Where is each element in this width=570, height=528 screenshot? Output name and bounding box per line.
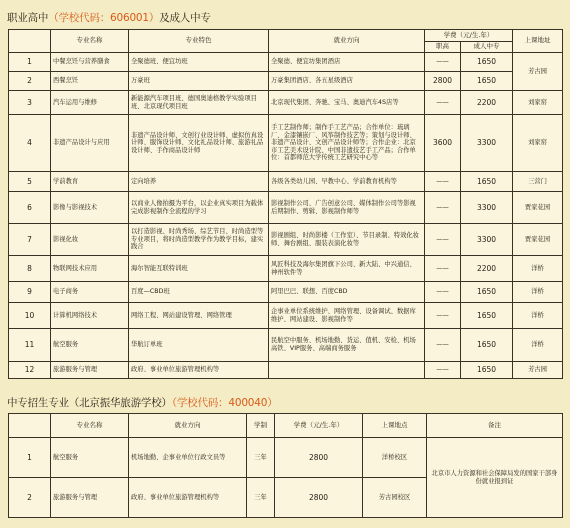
section2-title-prefix: 中专招生专业（北京振华旅游学校）: [7, 397, 172, 409]
row-number: 1: [9, 438, 51, 478]
program-feature: 定向培养: [129, 172, 269, 192]
header-feature: 专业特色: [129, 30, 269, 53]
employment-direction: 全聚德、便宜坊集团酒店: [269, 53, 425, 72]
table-row: [9, 72, 563, 91]
location: 洋桥: [513, 256, 563, 282]
header-employment: 就业方向: [129, 414, 247, 438]
fee-adult: 1650: [461, 172, 513, 192]
fee-adult: 1650: [461, 362, 513, 379]
program-feature: 以打造影视、时尚秀场、综艺节目、时尚造型等专业项目，将时尚造型教学作为教学目标，建实践合: [129, 224, 269, 256]
program-name: 中餐烹饪与营养膳食: [51, 53, 129, 72]
fee: 2800: [275, 478, 363, 518]
program-name: 旅游服务与管理: [51, 362, 129, 379]
location: 芳古园校区: [363, 478, 427, 518]
duration: 三年: [247, 478, 275, 518]
fee-vocational: ——: [425, 53, 461, 72]
table-header-row: [9, 414, 563, 438]
program-feature: 海尔智能互联特训班: [129, 256, 269, 282]
fee-adult: 1650: [461, 329, 513, 362]
row-number: 10: [9, 303, 51, 329]
program-feature: 政府、事业单位旅游管理机构等: [129, 362, 269, 379]
location: 洋桥: [513, 282, 563, 303]
location: 贾家花园: [513, 224, 563, 256]
row-number: 2: [9, 72, 51, 91]
fee-adult: 2200: [461, 256, 513, 282]
fee-vocational: ——: [425, 192, 461, 224]
location: 三营门: [513, 172, 563, 192]
employment-direction: 阿里巴巴、联想、百度CBD: [269, 282, 425, 303]
fee-vocational: ——: [425, 172, 461, 192]
program-name: 旅游服务与管理: [51, 478, 129, 518]
location: 刘家窑: [513, 91, 563, 115]
fee-vocational: ——: [425, 91, 461, 115]
table-row: [9, 91, 563, 115]
program-feature: 全聚德班、便宜坊班: [129, 53, 269, 72]
header-location: 上课地址: [513, 30, 563, 53]
employment-direction: 企事业单位系统维护、网络管理、设备调试、数据库维护、网站建设、影视制作等: [269, 303, 425, 329]
table-row: [9, 303, 563, 329]
duration: 三年: [247, 438, 275, 478]
fee-vocational: 3600: [425, 115, 461, 172]
fee: 2800: [275, 438, 363, 478]
employment-direction: 风匠科技及海尔集团旗下公司、新大陆、中兴通信、神州软件等: [269, 256, 425, 282]
header-fee: 学费（元/生.年）: [425, 30, 513, 42]
employment-direction: 北京现代集团、奔驰、宝马、奥迪汽车4S店等: [269, 91, 425, 115]
fee-adult: 2200: [461, 91, 513, 115]
location: 洋桥: [513, 303, 563, 329]
header-fee-vocational: 职高: [425, 42, 461, 53]
section2-school-code: （学校代码：400040）: [171, 397, 278, 409]
row-number: 2: [9, 478, 51, 518]
vocational-programs-table: [8, 29, 563, 379]
secondary-programs-table: [8, 413, 563, 518]
section1-school-code: （学校代码：606001）: [48, 12, 160, 24]
header-program: 专业名称: [51, 30, 129, 53]
row-number: 6: [9, 192, 51, 224]
program-name: 影像与影视技术: [51, 192, 129, 224]
row-number: 8: [9, 256, 51, 282]
fee-vocational: ——: [425, 256, 461, 282]
row-number: 3: [9, 91, 51, 115]
header-location: 上课地点: [363, 414, 427, 438]
program-name: 学前教育: [51, 172, 129, 192]
fee-vocational: ——: [425, 224, 461, 256]
table-row: [9, 438, 563, 478]
employment-direction: 影视剧组、时尚影楼（工作室）、节目录制、特效化妆师、舞台剧组、服装表演化妆等: [269, 224, 425, 256]
location: 洋桥: [513, 329, 563, 362]
fee-vocational: ——: [425, 303, 461, 329]
row-number: 12: [9, 362, 51, 379]
table-row: [9, 362, 563, 379]
location: 刘家窑: [513, 115, 563, 172]
row-number: 9: [9, 282, 51, 303]
program-name: 汽车运用与维修: [51, 91, 129, 115]
note: 北京市人力资源和社会保障局发的国家干部身份就业报到证: [427, 438, 563, 518]
location: 芳古园: [513, 53, 563, 91]
program-feature: 华航订单班: [129, 329, 269, 362]
row-number: 4: [9, 115, 51, 172]
employment-direction: 万豪集团酒店、各五星级酒店: [269, 72, 425, 91]
program-name: 航空服务: [51, 329, 129, 362]
table-row: [9, 282, 563, 303]
location: 洋桥校区: [363, 438, 427, 478]
table-row: [9, 53, 563, 72]
header-fee-adult: 成人中专: [461, 42, 513, 53]
table-row: [9, 256, 563, 282]
section1-title-prefix: 职业高中: [7, 12, 49, 24]
program-feature: 万豪班: [129, 72, 269, 91]
employment-direction: 各级各类幼儿园、早教中心、学前教育机构等: [269, 172, 425, 192]
employment-direction: 影视制作公司、广告创意公司、媒体制作公司等影视后期制作、剪辑、影视制作师等: [269, 192, 425, 224]
header-no: [9, 30, 51, 53]
fee-adult: 3300: [461, 192, 513, 224]
fee-vocational: ——: [425, 329, 461, 362]
table-row: [9, 172, 563, 192]
program-name: 非遗产品设计与应用: [51, 115, 129, 172]
row-number: 7: [9, 224, 51, 256]
fee-vocational: ——: [425, 282, 461, 303]
table-row: [9, 115, 563, 172]
row-number: 1: [9, 53, 51, 72]
employment-direction: 政府、事业单位旅游管理机构等: [129, 478, 247, 518]
section2-heading: [7, 395, 278, 410]
program-feature: 非遗产品设计师、文创行业设计师、虚拟仿真设计师、服饰设计师、文化礼品设计师、旅游礼品设计师、手作商品设计师: [129, 115, 269, 172]
header-no: [9, 414, 51, 438]
employment-direction: 手工艺制作师；制作手工艺产品；合作单位：琉璃厂、金漆镶嵌厂、风筝制作技艺等；策划与设计师、非遗产品设计、文创产品设计师等；合作企业：北京市工艺美术设计院、中国非遗技艺手工产品；合作单位：首都师范大学传统工艺研究中心等: [269, 115, 425, 172]
section1-title-suffix: 及成人中专: [159, 12, 211, 24]
table-row: [9, 192, 563, 224]
program-name: 航空服务: [51, 438, 129, 478]
header-duration: 学制: [247, 414, 275, 438]
table-row: [9, 329, 563, 362]
fee-adult: 1650: [461, 72, 513, 91]
fee-adult: 1650: [461, 282, 513, 303]
program-name: 计算机网络技术: [51, 303, 129, 329]
fee-vocational: ——: [425, 362, 461, 379]
fee-adult: 1650: [461, 303, 513, 329]
fee-vocational: 2800: [425, 72, 461, 91]
program-feature: 以商业人像拍摄为平台，以企业真实项目为载体完成影视制作全流程的学习: [129, 192, 269, 224]
header-employment: 就业方向: [269, 30, 425, 53]
employment-direction: [269, 362, 425, 379]
location: 贾家花园: [513, 192, 563, 224]
program-name: 物联网技术应用: [51, 256, 129, 282]
table-row: [9, 224, 563, 256]
fee-adult: 3300: [461, 224, 513, 256]
section1-heading: [7, 10, 211, 25]
fee-adult: 3300: [461, 115, 513, 172]
header-program: 专业名称: [51, 414, 129, 438]
employment-direction: 民航空中服务、机场地勤、货运、值机、安检、机场高铁、VIP服务、高端商务服务: [269, 329, 425, 362]
header-fee: 学费（元/生.年）: [275, 414, 363, 438]
fee-adult: 1650: [461, 53, 513, 72]
location: 芳古园: [513, 362, 563, 379]
row-number: 11: [9, 329, 51, 362]
program-feature: 网络工程、网站建设管理、网络管理: [129, 303, 269, 329]
program-name: 西餐烹饪: [51, 72, 129, 91]
program-name: 电子商务: [51, 282, 129, 303]
program-feature: 百度—CBD班: [129, 282, 269, 303]
header-note: 备注: [427, 414, 563, 438]
row-number: 5: [9, 172, 51, 192]
employment-direction: 机场地勤、企事业单位行政文员等: [129, 438, 247, 478]
program-feature: 新能源汽车项目班、德国奥迪格教学实验项目班、北京现代项目班: [129, 91, 269, 115]
program-name: 影视化妆: [51, 224, 129, 256]
